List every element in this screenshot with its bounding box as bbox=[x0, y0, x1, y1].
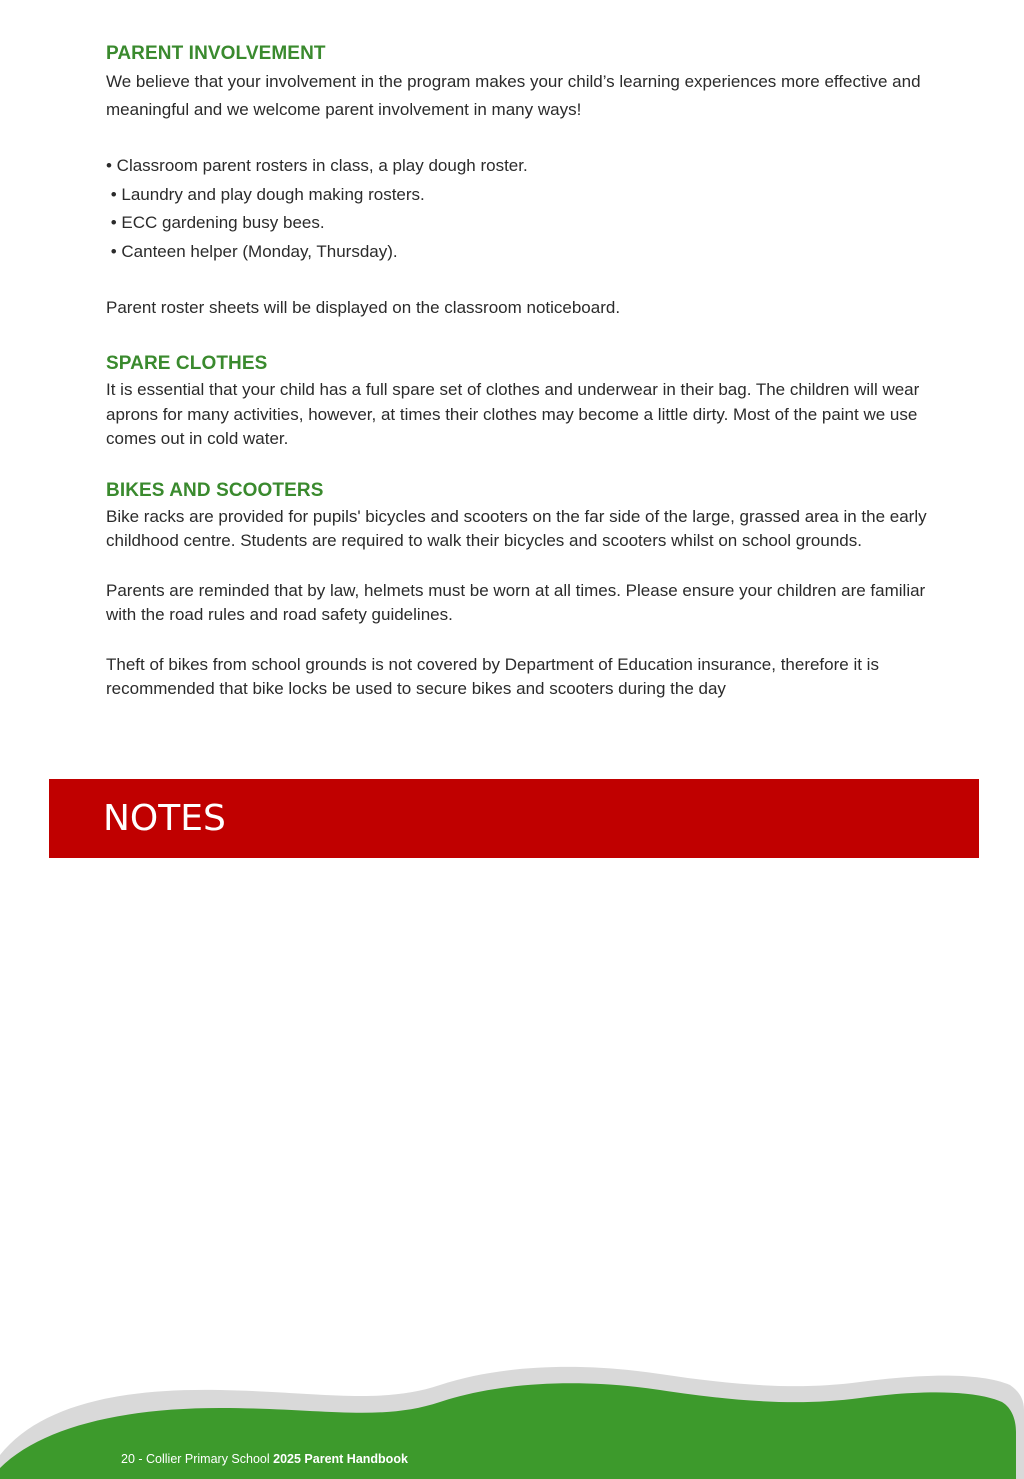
spare-clothes-heading: SPARE CLOTHES bbox=[106, 353, 268, 374]
bikes-scooters-para3: Theft of bikes from school grounds is not covered by Department of Education insurance, therefore it is recommended that bike locks be used to secure bikes and scooters during the day bbox=[106, 654, 879, 698]
list-item: • Classroom parent rosters in class, a play dough roster. bbox=[106, 156, 528, 175]
bikes-scooters-para1: Bike racks are provided for pupils' bicycles and scooters on the far side of the large, grassed area in the early childhood centre. Students are required to walk their bicycles and scooters whilst on school grounds. bbox=[106, 506, 927, 550]
parent-involvement-intro: We believe that your involvement in the program makes your child’s learning experiences more effective and meaningful and we welcome parent involvement in many ways! bbox=[106, 72, 921, 119]
spare-clothes-section bbox=[106, 350, 936, 452]
bikes-scooters-section bbox=[106, 477, 936, 702]
spare-clothes-body: It is essential that your child has a full spare set of clothes and underwear in their bag. The children will wear aprons for many activities, however, at times their clothes may become a little dirty. Most of the paint we use comes out in cold water. bbox=[106, 380, 920, 448]
footer-handbook-title: 2025 Parent Handbook bbox=[273, 1452, 408, 1466]
list-item: • ECC gardening busy bees. bbox=[106, 213, 325, 232]
page-content bbox=[106, 40, 936, 702]
footer-text bbox=[121, 1451, 408, 1467]
notes-title: NOTES bbox=[103, 798, 226, 839]
list-item: • Laundry and play dough making rosters. bbox=[106, 184, 425, 204]
bikes-scooters-para2: Parents are reminded that by law, helmets must be worn at all times. Please ensure your children are familiar with the road rules and road safety guidelines. bbox=[106, 580, 926, 624]
list-item: • Canteen helper (Monday, Thursday). bbox=[106, 241, 398, 261]
footer-page-label: 20 - Collier Primary School bbox=[121, 1452, 274, 1466]
parent-involvement-section bbox=[106, 40, 936, 322]
parent-involvement-list bbox=[106, 152, 936, 266]
bikes-scooters-heading: BIKES AND SCOOTERS bbox=[106, 479, 324, 501]
notes-banner bbox=[49, 779, 979, 858]
parent-involvement-heading: PARENT INVOLVEMENT bbox=[106, 43, 326, 64]
parent-involvement-closing: Parent roster sheets will be displayed on the classroom noticeboard. bbox=[106, 298, 621, 317]
